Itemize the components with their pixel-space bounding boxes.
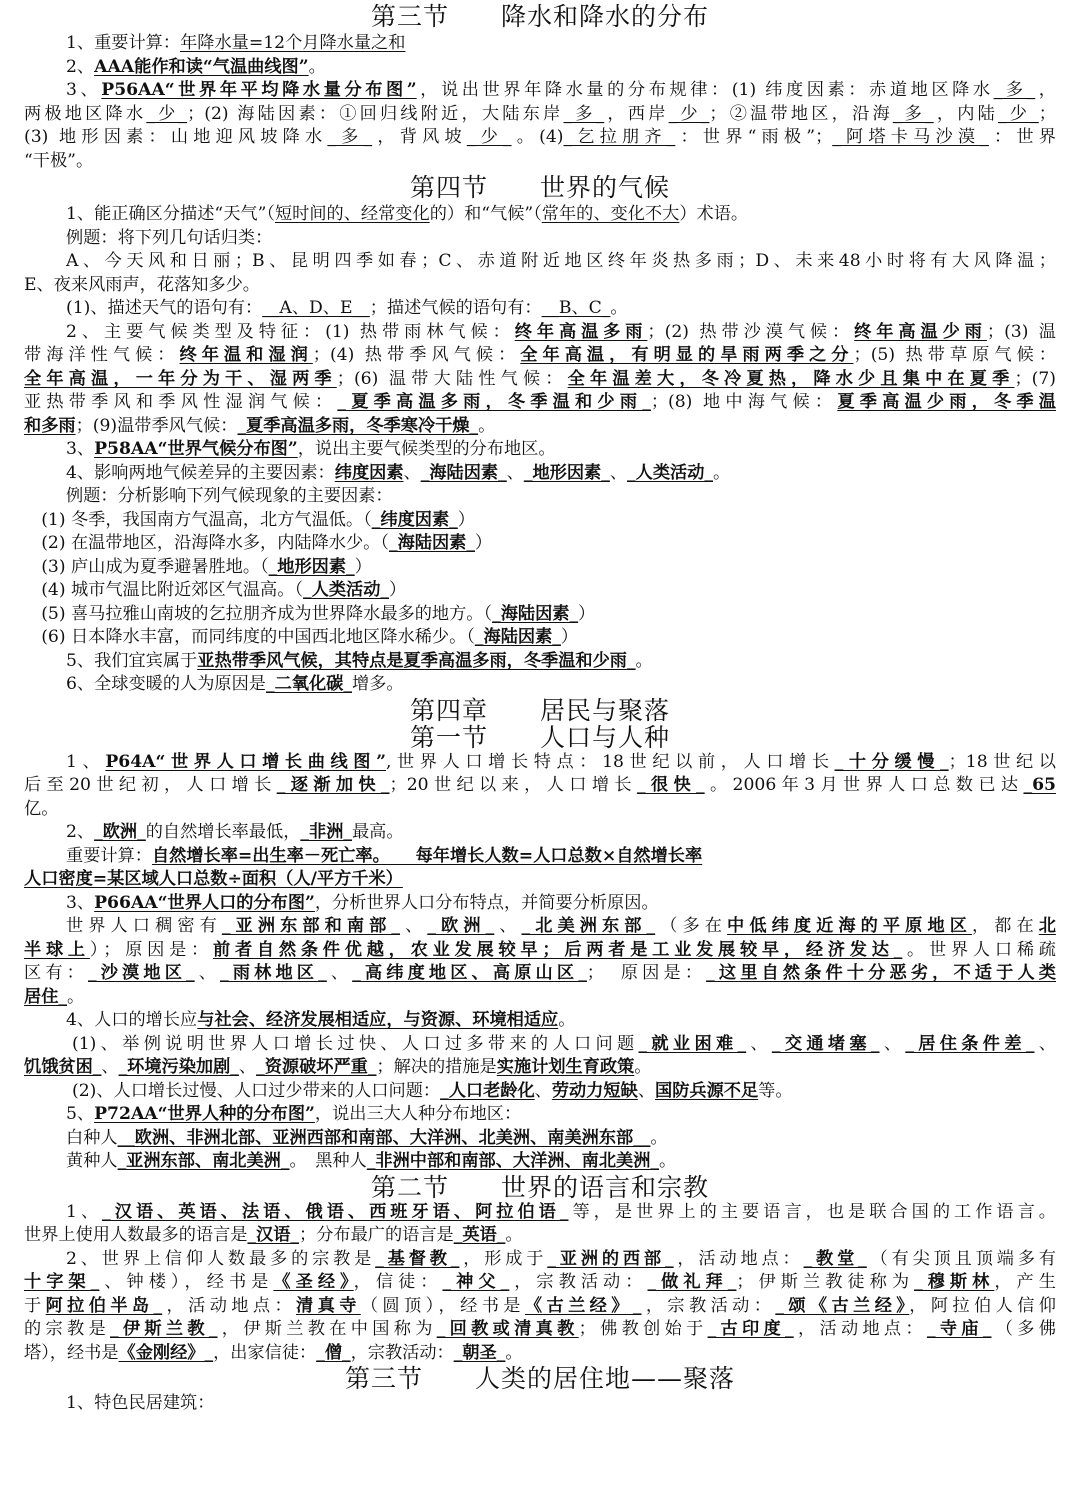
answer-blank: _做礼拜_	[647, 1272, 737, 1292]
answer-blank: _僧_	[316, 1342, 351, 1363]
text-run: 等，是世界上的主要语言，也是联合国的工作语言。	[568, 1201, 1056, 1222]
answer-blank: 全年高温，一年分为干、湿两季	[24, 368, 337, 389]
answer-blank: _非洲中部和南部、大洋洲、南北美洲_	[366, 1151, 660, 1171]
text-run: (2)、人口增长过慢、人口过少带来的人口问题：	[72, 1080, 441, 1101]
answer-blank: _伊斯兰教_	[110, 1319, 218, 1339]
text-line	[24, 415, 1056, 439]
answer-blank: _基督教_	[375, 1248, 460, 1269]
answer-blank: _65	[1023, 775, 1056, 795]
text-run: ；(6) 温带大陆性气候：	[336, 368, 568, 389]
text-run: ，出家信徒：	[213, 1342, 317, 1363]
answer-blank: 《金刚经》_	[118, 1342, 214, 1363]
answer-blank: _欧洲_	[94, 822, 146, 842]
text-line	[24, 673, 1056, 697]
text-run: （圆顶），经书是	[360, 1295, 525, 1316]
answer-blank: _居住条件差_	[905, 1033, 1035, 1054]
text-run: 的）和“气候”（	[429, 204, 542, 224]
text-run: 。2006年3月世界人口总数已达	[704, 775, 1024, 795]
answer-blank: 终年温和湿润	[179, 345, 313, 365]
answer-blank: 全年高温，有明显的旱雨两季之分	[520, 345, 854, 365]
text-run: 1、重要计算：	[66, 33, 181, 53]
text-run: ，内陆	[933, 103, 998, 124]
text-run: 、	[238, 1057, 257, 1077]
answer-blank: 终年高温多雨	[514, 321, 648, 342]
text-run: ，宗教活动：	[509, 1272, 648, 1292]
answer-blank: 《圣经》	[273, 1272, 354, 1292]
text-run: 。	[659, 1151, 677, 1171]
text-line	[24, 774, 1056, 798]
answer-blank: __B、C_	[541, 298, 611, 318]
text-line	[24, 532, 1056, 556]
answer-blank: _多_	[327, 127, 373, 147]
text-run: (3) 庐山成为夏季避暑胜地。（	[24, 556, 269, 577]
text-run: (6) 日本降水丰富，而同纬度的中国西北地区降水稀少。（	[24, 627, 475, 647]
text-run: ；佛教创始于	[578, 1319, 708, 1339]
text-run: 、	[494, 916, 522, 936]
text-line	[24, 150, 1056, 174]
text-run: 、	[534, 1080, 552, 1101]
text-line	[24, 939, 1056, 963]
answer-blank: 劳动力短缺	[551, 1080, 638, 1101]
text-run: 的自然增长率最低，	[145, 822, 301, 842]
text-run: (3) 地形因素：山地迎风坡降水	[24, 127, 328, 147]
text-run: ，都在	[971, 916, 1039, 936]
text-run: 、	[1034, 1033, 1056, 1054]
answer-blank: 清真寺	[296, 1295, 361, 1316]
text-run: ；(5) 热带草原气候：	[853, 345, 1056, 365]
text-run: ；(3) 温	[986, 321, 1056, 342]
text-line	[24, 1392, 1056, 1416]
text-line	[24, 1009, 1056, 1033]
text-line	[24, 986, 1056, 1010]
answer-blank: 和多雨	[24, 415, 76, 436]
text-run: 、	[609, 462, 628, 483]
answer-blank: _穆斯林	[914, 1272, 995, 1292]
answer-blank: __A、D、E__	[262, 298, 370, 318]
answer-blank: _高纬度地区、高原山区_	[352, 963, 587, 983]
text-line	[24, 1080, 1056, 1104]
text-run: ）	[354, 556, 372, 577]
text-line	[24, 485, 1056, 509]
text-run: 。	[610, 298, 628, 318]
text-run: ，	[1035, 80, 1056, 100]
answer-blank: 自然增长率=出生率－死亡率。 每年增长人数=人口总数×自然增长率	[151, 845, 703, 866]
text-line	[24, 274, 1056, 298]
text-run: 3、	[66, 892, 95, 913]
answer-blank: 半球上	[24, 939, 90, 960]
text-line	[24, 103, 1056, 127]
text-run: 带海洋性气候：	[24, 345, 180, 365]
answer-blank: 中低纬度近海的平原地区	[727, 916, 972, 936]
answer-blank: _人类活动_	[303, 580, 389, 600]
text-line	[24, 227, 1056, 251]
text-line	[24, 368, 1056, 392]
answer-blank: _人口老龄化	[440, 1080, 535, 1101]
section-heading: 第二节 世界的语言和宗教	[370, 1172, 709, 1202]
answer-blank: 常年的、变化不大	[541, 204, 680, 224]
text-run: ；伊斯兰教徒称为	[736, 1272, 915, 1292]
answer-blank: _汉语、英语、法语、俄语、西班牙语、阿拉伯语_	[102, 1201, 569, 1222]
text-run: (1)、描述天气的语句有：	[66, 298, 263, 318]
text-run: (4) 城市气温比附近郊区气温高。（	[24, 580, 304, 600]
answer-blank: _少_	[466, 127, 512, 147]
answer-blank: _十分缓慢_	[834, 751, 949, 772]
text-run: 。	[478, 415, 496, 436]
text-run: ）	[388, 580, 407, 600]
answer-blank: _英语_	[453, 1225, 506, 1245]
text-line	[24, 391, 1056, 415]
text-run: ；②温带地区，沿海	[709, 103, 893, 124]
text-run: ，说出三大人种分布地区：	[314, 1104, 522, 1124]
answer-blank: _沙漠地区_	[87, 963, 195, 983]
text-run: 黄种人	[66, 1151, 118, 1171]
text-run: ：世界“雨极”；	[675, 127, 833, 147]
text-run: 。世界人口稀疏	[902, 939, 1056, 960]
section-heading: 第一节 人口与人种	[409, 722, 670, 752]
text-run: 、	[326, 963, 353, 983]
text-run: 2、	[66, 56, 95, 77]
text-line	[24, 915, 1056, 939]
text-run: 。	[635, 650, 653, 671]
text-line	[24, 1224, 1056, 1248]
text-run: ）	[560, 627, 579, 647]
text-run: ，活动地点：	[793, 1319, 927, 1339]
text-run: （多在	[655, 916, 728, 936]
answer-blank: _这里自然条件十分恶劣，不适于人类	[706, 963, 1056, 983]
text-line	[24, 650, 1056, 674]
answer-blank: _雨林地区_	[220, 963, 327, 983]
text-run: 。	[558, 1010, 576, 1030]
answer-blank: 《古兰经》_	[524, 1295, 642, 1316]
text-run: ，活动地点：	[162, 1295, 297, 1316]
answer-blank: _多_	[563, 103, 605, 124]
text-run: 的宗教是	[24, 1319, 110, 1339]
text-run: ，产生	[994, 1272, 1056, 1292]
answer-blank: 居住_	[24, 986, 67, 1007]
answer-blank: _多_	[993, 80, 1036, 100]
text-run: 1、	[66, 751, 106, 772]
text-run: ）	[474, 533, 493, 553]
text-run: 、	[403, 462, 421, 483]
answer-blank: _地形因素_	[523, 462, 610, 483]
text-line	[24, 462, 1056, 486]
text-run: 5、我们宜宾属于	[66, 650, 198, 671]
answer-blank: _少_	[668, 103, 710, 124]
answer-blank: _欧洲_	[427, 916, 495, 936]
text-run: ）	[457, 509, 475, 530]
text-run: 等。	[758, 1080, 793, 1101]
text-run: A、今天风和日丽；B、昆明四季如春；C、赤道附近地区终年炎热多雨；D、未来48小时将有大风降温；	[66, 251, 1056, 271]
text-run: 例题：将下列几句话归类：	[66, 227, 273, 248]
text-run: ，背风坡	[372, 127, 467, 147]
text-line	[24, 1248, 1056, 1272]
text-run: 3、	[66, 439, 95, 459]
answer-blank: _海陆因素_	[420, 462, 507, 483]
answer-blank: _神父_	[442, 1272, 510, 1292]
answer-blank: _阿塔卡马沙漠_	[832, 127, 989, 147]
text-line	[24, 1033, 1056, 1057]
text-line	[24, 79, 1056, 103]
answer-blank: 前者自然条件优越，农业发展较早；后两者是工业发展较早，经济发达_	[213, 939, 903, 960]
text-line	[24, 892, 1056, 916]
answer-blank: _夏季高温多雨，冬季温和少雨_	[337, 392, 651, 412]
text-line	[24, 509, 1056, 533]
answer-blank: 全年温差大，冬冷夏热，降水少且集中在夏季	[567, 368, 1015, 389]
text-line	[24, 751, 1056, 775]
answer-blank: _朝圣_	[453, 1342, 506, 1363]
text-run: ，宗教活动：	[641, 1295, 776, 1316]
answer-blank: P64A“世界人口增长曲线图”	[105, 751, 386, 772]
text-run: ）；原因是：	[89, 939, 214, 960]
text-run: (1)、举例说明世界人口增长过快、人口过多带来的人口问题	[72, 1033, 639, 1054]
chapter-heading: 第四章 居民与聚落	[409, 695, 670, 725]
answer-blank: _很快_	[636, 775, 705, 795]
text-run: ，分析世界人口分布特点，并简要分析原因。	[314, 892, 659, 913]
text-run: 2、主要气候类型及特征：(1) 热带雨林气候：	[66, 321, 515, 342]
answer-blank: _地形因素_	[268, 556, 355, 577]
text-run: 区有：	[24, 963, 88, 983]
text-run: 世界人口稠密有	[66, 916, 222, 936]
answer-blank: 北	[1038, 916, 1056, 936]
text-run: ；18世纪以	[948, 751, 1056, 772]
text-run: （多佛	[991, 1319, 1056, 1339]
answer-blank: _二氧化碳_	[266, 674, 352, 694]
text-run: 例题：分析影响下列气候现象的主要因素：	[66, 486, 393, 506]
text-run: ）	[578, 603, 596, 624]
text-run: ）术语。	[679, 204, 749, 224]
text-run: 重要计算：	[66, 845, 152, 866]
text-run: 5、	[66, 1104, 95, 1124]
answer-blank: 短时间的、经常变化	[274, 204, 430, 224]
text-run: 、	[194, 963, 221, 983]
text-run: ，伊斯兰教在中国称为	[217, 1319, 437, 1339]
text-run: ,世界人口增长特点：18世纪以前，人口增长	[385, 751, 835, 772]
answer-blank: P56AA“世界年平均降水量分布图”	[101, 80, 417, 100]
answer-blank: __欧洲、非洲北部、亚洲西部和南部、大洋洲、北美洲、南美洲东部__	[117, 1127, 651, 1148]
text-line	[24, 321, 1056, 345]
text-line	[24, 603, 1056, 627]
text-run: ，信徒：	[353, 1272, 443, 1292]
text-run: 塔），经书是	[24, 1342, 119, 1363]
answer-blank: _少_	[146, 103, 188, 124]
answer-blank: 终年高温少雨	[854, 321, 987, 342]
text-line	[24, 1295, 1056, 1319]
text-line	[24, 250, 1056, 274]
answer-blank: P72AA“世界人种的分布图”	[94, 1104, 315, 1124]
section-heading: 第三节 人类的居住地——聚落	[344, 1364, 735, 1393]
answer-blank: _海陆因素_	[492, 603, 579, 624]
text-run: ，宗教活动：	[350, 1342, 454, 1363]
answer-blank: P58AA“世界气候分布图”	[94, 439, 298, 459]
text-run: ，说出世界年降水量的分布规律：(1) 纬度因素：赤道地区降水	[416, 80, 994, 100]
section-heading: 第四节 世界的气候	[409, 173, 670, 202]
text-run: ，形成于	[459, 1248, 548, 1269]
text-line	[24, 1342, 1056, 1366]
answer-blank: 纬度因素	[334, 462, 404, 483]
text-run: ；(8) 地中海气候：	[650, 392, 838, 412]
answer-blank: _亚洲东部和南部_	[221, 916, 401, 936]
text-run: ：世界	[988, 127, 1056, 147]
text-run: 。 黑种人	[289, 1151, 367, 1171]
text-line	[24, 556, 1056, 580]
text-run: “干极”。	[24, 150, 94, 171]
text-run: ；分布最广的语言是	[299, 1225, 454, 1245]
text-run: (5) 喜马拉雅山南坡的乞拉朋齐成为世界降水最多的地方。（	[24, 603, 493, 624]
text-run: 世界上使用人数最多的语言是	[24, 1225, 248, 1245]
answer-blank: 年降水量=12个月降水量之和	[180, 33, 406, 53]
answer-blank: _人类活动_	[627, 462, 713, 483]
text-run: ；(7)	[1014, 368, 1056, 389]
text-line	[24, 56, 1056, 80]
text-run: ；描述气候的语句有：	[369, 298, 542, 318]
answer-blank: _非洲_	[300, 822, 352, 842]
answer-blank: _夏季高温多雨，冬季寒冷干燥_	[237, 415, 479, 436]
text-run: 3、	[66, 80, 102, 100]
answer-blank: _回教或清真教	[436, 1319, 579, 1339]
text-run: 、	[637, 1080, 656, 1101]
text-line	[24, 845, 1056, 869]
text-line	[24, 962, 1056, 986]
answer-blank: 阿拉伯半岛_	[45, 1295, 163, 1316]
text-run: 。	[650, 1127, 668, 1148]
answer-blank: _寺庙_	[926, 1319, 992, 1339]
answer-blank: P66AA“世界人口的分布图”	[94, 892, 315, 913]
text-run: 、钟楼），经书是	[99, 1272, 274, 1292]
text-run: ，活动地点：	[673, 1248, 804, 1269]
text-run: ；(9)温带季风气候：	[75, 415, 238, 436]
text-run: ，西岸	[604, 103, 669, 124]
text-run: 。	[308, 56, 326, 77]
text-run: 于	[24, 1295, 46, 1316]
text-run: 。	[712, 462, 731, 483]
text-run: 后至20世纪初，人口增长	[24, 775, 277, 795]
text-line	[24, 1127, 1056, 1151]
text-run: ；	[1038, 103, 1056, 124]
answer-blank: _少_	[997, 103, 1039, 124]
answer-blank: _汉语_	[247, 1225, 300, 1245]
text-line	[24, 203, 1056, 227]
answer-blank: _就业困难_	[638, 1033, 747, 1054]
text-line	[24, 798, 1056, 822]
text-run: E、夜来风雨声，花落知多少。	[24, 274, 260, 295]
text-run: ，阿拉伯人信仰	[909, 1295, 1056, 1316]
text-line	[24, 438, 1056, 462]
text-run: 亿。	[24, 798, 59, 819]
answer-blank: _颂《古兰经》	[775, 1295, 910, 1316]
text-run: 2、世界上信仰人数最多的宗教是	[66, 1248, 376, 1269]
text-run: 2、	[66, 822, 95, 842]
text-run: ；解决的措施是	[376, 1057, 497, 1077]
answer-blank: _亚洲的西部_	[547, 1248, 674, 1269]
answer-blank: 国防兵源不足	[655, 1080, 759, 1101]
text-line	[24, 579, 1056, 603]
text-line	[24, 126, 1056, 150]
text-run: ；(2) 热带沙漠气候：	[647, 321, 855, 342]
text-run: 。	[505, 1342, 523, 1363]
text-run: 最高。	[351, 822, 404, 842]
answer-blank: _乞拉朋齐_	[563, 127, 676, 147]
answer-blank: _环境污染加剧_	[118, 1057, 239, 1077]
text-run: 1、	[66, 1201, 103, 1222]
text-line	[24, 1056, 1056, 1080]
text-line	[24, 821, 1056, 845]
text-run: (2) 在温带地区，沿海降水多，内陆降水少。（	[24, 533, 389, 553]
answer-blank: _北美洲东部_	[521, 916, 656, 936]
text-run: ；(4) 热带季风气候：	[312, 345, 521, 365]
text-run: 、	[879, 1033, 906, 1054]
text-run: 、	[746, 1033, 772, 1054]
section-heading: 第三节 降水和降水的分布	[370, 2, 709, 31]
answer-blank: _资源破坏严重_	[256, 1057, 377, 1077]
text-run: 4、人口的增长应	[66, 1010, 198, 1030]
answer-blank: _亚洲东部、南北美洲_	[117, 1151, 290, 1171]
answer-blank: 与社会、经济发展相适应，与资源、环境相适应	[197, 1010, 559, 1030]
answer-blank: _古印度_	[707, 1319, 794, 1339]
answer-blank: _教堂_	[803, 1248, 867, 1269]
text-run: 6、全球变暖的人为原因是	[66, 674, 266, 694]
text-run: 4、影响两地气候差异的主要因素：	[66, 462, 335, 483]
answer-blank: 人口密度=某区域人口总数÷面积（人/平方千米）	[24, 869, 403, 889]
text-line	[24, 1103, 1056, 1127]
text-line	[24, 868, 1056, 892]
text-run: 。	[634, 1057, 652, 1077]
text-run: 、	[506, 462, 524, 483]
text-line	[24, 297, 1056, 321]
answer-blank: _逐渐加快_	[276, 775, 390, 795]
text-run: （有尖顶且顶端多有	[866, 1248, 1056, 1269]
answer-blank: _交通堵塞_	[771, 1033, 880, 1054]
text-run: 。	[505, 1225, 523, 1245]
text-line	[24, 1150, 1056, 1174]
text-run: 1、特色民居建筑：	[66, 1393, 215, 1413]
text-run: 1、能正确区分描述“天气”（	[66, 204, 275, 224]
answer-blank: AAA能作和读“气温曲线图”	[94, 56, 309, 77]
text-line	[24, 1318, 1056, 1342]
answer-blank: _多_	[892, 103, 934, 124]
answer-blank: 十字架_	[24, 1272, 100, 1292]
answer-blank: _海陆因素_	[474, 627, 561, 647]
text-run: (1) 冬季，我国南方气温高，北方气温低。（	[24, 509, 372, 530]
answer-blank: 夏季高温少雨，冬季温	[837, 392, 1056, 412]
text-run: 。	[66, 986, 85, 1007]
text-line	[24, 1201, 1056, 1225]
text-run: 。(4)	[511, 127, 564, 147]
text-run: ，说出主要气候类型的分布地区。	[297, 439, 556, 459]
text-run: 亚热带季风和季风性湿润气候：	[24, 392, 338, 412]
answer-blank: 饥饿贫困_	[24, 1057, 102, 1077]
text-line	[24, 626, 1056, 650]
text-run: 两极地区降水	[24, 103, 147, 124]
text-run: 、	[101, 1057, 119, 1077]
text-run: ；20世纪以来，人口增长	[389, 775, 637, 795]
text-line	[24, 32, 1056, 56]
text-run: ； 原因是：	[586, 963, 707, 983]
text-line	[24, 1271, 1056, 1295]
text-line	[24, 344, 1056, 368]
text-run: ；(2) 海陆因素：①回归线附近，大陆东岸	[187, 103, 564, 124]
answer-blank: _纬度因素_	[371, 509, 458, 530]
answer-blank: 实施计划生育政策	[496, 1057, 635, 1077]
text-run: 白种人	[66, 1127, 118, 1148]
text-run: 、	[400, 916, 428, 936]
text-run: 增多。	[351, 674, 404, 694]
answer-blank: _海陆因素_	[388, 533, 475, 553]
answer-blank: 亚热带季风气候，其特点是夏季高温多雨，冬季温和少雨_	[197, 650, 636, 671]
